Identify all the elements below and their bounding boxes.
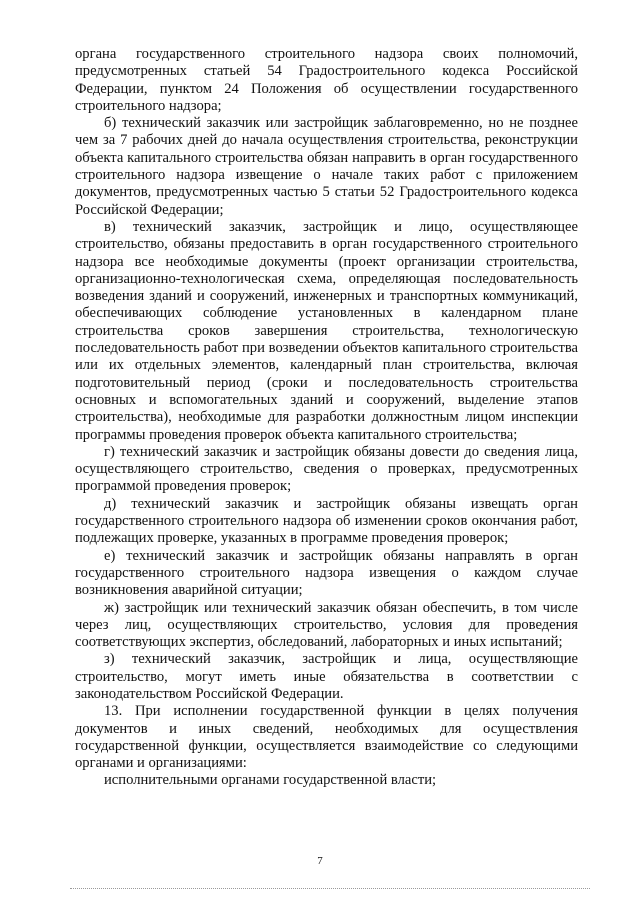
page-number: 7 bbox=[317, 855, 323, 867]
paragraph-item-zh: ж) застройщик или технический заказчик обязан обеспечить, в том числе через лиц, осуществляющих строительство, условия для проведения соответствующих экспертиз, обследований, лабораторных и иных испытаний; bbox=[75, 599, 578, 651]
paragraph-item-e: е) технический заказчик и застройщик обязаны направлять в орган государственного строительного надзора извещения о каждом случае возникновения аварийной ситуации; bbox=[75, 547, 578, 599]
paragraph-item-b: б) технический заказчик или застройщик заблаговременно, но не позднее чем за 7 рабочих дней до начала осуществления строительства, реконструкции объекта капитального строительства обязан направить в орган государственного строительного надзора извещение о начале таких работ с приложением документов, предусмотренных частью 5 статьи 52 Градостроительного кодекса Российской Федерации; bbox=[75, 115, 578, 218]
paragraph-continuation: органа государственного строительного надзора своих полномочий, предусмотренных статьей 54 Градостроительного кодекса Российской Федерации, пунктом 24 Положения об осуществлении государственного строительного надзора; bbox=[75, 46, 578, 114]
paragraph-section-13: 13. При исполнении государственной функции в целях получения документов и иных сведений, необходимых для осуществления государственной функции, осуществляется взаимодействие со следующими органами и организациями: bbox=[75, 703, 578, 772]
paragraph-list-item: исполнительными органами государственной власти; bbox=[104, 772, 437, 789]
paragraph-item-g: г) технический заказчик и застройщик обязаны довести до сведения лица, осуществляющего строительство, сведения о проверках, предусмотренных программой проведения проверок; bbox=[75, 443, 578, 495]
document-body bbox=[75, 46, 578, 790]
paragraph-item-z: з) технический заказчик, застройщик и лица, осуществляющие строительство, могут иметь иные обязательства в соответствии с законодательством Российской Федерации. bbox=[75, 651, 578, 702]
paragraph-item-v: в) технический заказчик, застройщик и лицо, осуществляющее строительство, обязаны предоставить в орган государственного строительного надзора все необходимые документы (проект организации строительства, организационно-технологическая схема, определяющая последовательность возведения зданий и сооружений, инженерных и транспортных коммуникаций, обеспечивающих соблюдение установленных в календарном плане строительства сроков завершения строительства, технологическую последовательность работ при возведении объектов капитального строительства или их отдельных элементов, календарный план строительства, включая подготовительный период (сроки и последовательность строительства основных и вспомогательных зданий и сооружений, выделение этапов строительства), необходимые для разработки должностным лицом инспекции программы проведения проверок объекта капитального строительства; bbox=[75, 218, 578, 443]
scan-artifact-line bbox=[70, 888, 590, 889]
paragraph-item-d: д) технический заказчик и застройщик обязаны извещать орган государственного строительного надзора об изменении сроков окончания работ, подлежащих проверке, указанных в программе проведения проверок; bbox=[75, 495, 578, 547]
